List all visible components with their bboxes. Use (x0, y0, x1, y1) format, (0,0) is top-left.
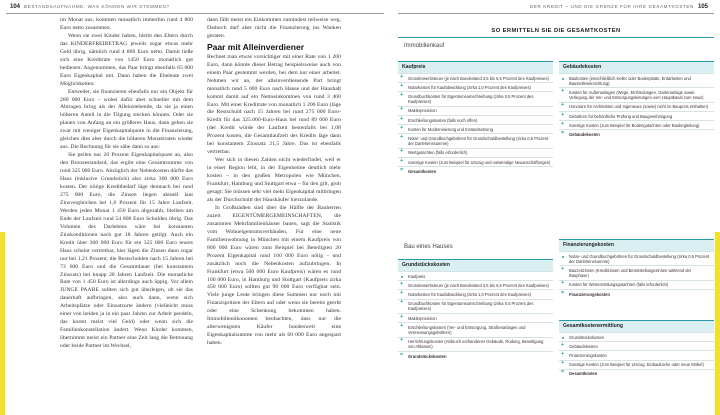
cost-item-row: + Notar- und Grundbuchgebühren für Grundschuldbestellung (zirka 0,5 Prozent der Darlehenssumme) (398, 133, 553, 147)
infobox-title: SO ERMITTELN SIE DIE GESAMTKOSTEN (398, 25, 714, 38)
paragraph: Sie peilen nur 20 Prozent Eigenkapitalquote an, also den Bronzestandard, das ergibt eine Gesamtsumme von rund 325 000 Euro. Abzüglich der Nebenkosten dürfte das Haus (inklusive Grundstück) also zirka 300 000 Euro kosten. Der nötige Kreditbedarf läge demnach bei rund 275 000 Euro, die Zinsen liegen aktuell laut Zinsvergleichen bei 1,6 Prozent für 15 Jahre Laufzeit. Werden jeden Monat 1 450 Euro abgezahlt, bleiben am Ende der Laufzeit rund 54 800 Euro Schulden übrig. Das Volumen des Darlehens wäre bei konstanten Zinskonditionen nach gut 18 Jahren getilgt. Auch ein Kredit über 300 000 Euro für ein 325 000 Euro teures Haus scheint vertretbar, hier lägen die Zinsen dann sogar nur bei 1,21 Prozent, die Restschulden nach 15 Jahren bei 73 600 Euro und die Gesamtdauer (bei konstantem Zinssatz) bei knapp 20 Jahren Laufzeit. Die monatliche Rate von 1 450 Euro ist allerdings auch üppig. Vor allem JUNGE PAARE sollten sich gut überlegen, ob sie das dauerhaft aufbringen, also auch dann, wenn sich Arbeitsplätze oder Einsatzorte ändern (vielleicht muss einer von beiden ja in ein paar Jahren zur Arbeit pendeln, das kostet meist viel Geld) oder wenn sich die Familienkonstellation ändert. Wenn Kinder kommen, übernimmt meist ein Partner eine Zeit lang die Betreuung oder beide Partner im Wechsel, (60, 152, 193, 350)
cost-item-row: + Herrichtungskosten (Abbruch vorhandener Gebäude, Rodung, Beseitigung von Altlasten) (398, 337, 553, 351)
left-page-number: 104 (10, 4, 21, 10)
cost-item-row: + Gebäudekosten (559, 341, 714, 350)
cost-item-row: + Grundbuchkosten für Eigentumsumschreibung (zirka 0,5 Prozent des Kaufpreises) (398, 299, 553, 313)
section-gesamt (559, 320, 714, 378)
cost-item-row: + Grunderwerbsteuer (je nach Bundesland 3,5 bis 6,5 Prozent des Kaufpreises) (398, 73, 553, 82)
right-running-header (530, 4, 712, 10)
cost-item-row: + Kosten für Modernisierung und Instandsetzung (398, 124, 553, 133)
text-column-2 (207, 17, 341, 415)
cost-item-row: = Grundstückskosten (398, 351, 553, 360)
paragraph: Rechnet man etwas vorsichtiger mit einer Rate von 1 200 Euro, dann könnte dieser Betrag beispielsweise auch von einem Paar gestemmt werden, bei dem nur einer arbeitet. Nehmen wir an, der alleinverdienende Part bringt monatlich rund 5 000 Euro nach Hause und der Haushalt kommt damit auf ein Nettoeinkommen von rund 3 400 Euro. Mit einer Kreditrate von monatlich 1 200 Euro (läge die Restschuld nach 15 Jahren bei rund 275 000 Euro-Kredit für das 325.000-Euro-Haus bei rund 89 600 Euro (der Kredit würde der Laufzeit bestenfalls bei 1,08 Prozent kosten, die Gesamtlaufzeit des Kredits läge dann bei konstantem Zinssatz 21,5 Jahre. Das ist ebenfalls vertretbar. (207, 53, 341, 156)
cost-item-row: + Notarkosten für Kaufabwicklung (zirka 1,0 Prozent des Kaufpreises) (398, 82, 553, 91)
margin-tab-left (0, 232, 5, 415)
cost-item-row: = Gesamtkosten (559, 369, 714, 378)
paragraph: Wer sich in diesen Zahlen nicht wiederfindet, weil er in einer Region lebt, in der Eigenheime deutlich mehr kosten – in den großen Metropolen wie München, Frankfurt, Hamburg und Stuttgart etwa – für den gilt, grob gesagt: Sie müssen sehr viel mehr Eigenkapital mitbringen als der Durchschnitt der Hauskäufer hierzulande. (207, 157, 341, 203)
section-header: Grundstückskosten (398, 259, 553, 271)
section-gebaeude (559, 61, 714, 139)
left-running-header (6, 4, 170, 10)
cost-item-row: + Kosten für Wertermittlungsgutachten (falls erforderlich) (559, 280, 714, 289)
margin-tab-right (715, 232, 720, 415)
paragraph: In Großstädten sind über die Hälfte der Bauherren zuzeit EIGENTÜMERGEMEINSCHAFTEN, die zusammen Mehrfamilienhäuser bauen, sagt die Statistik vom Wohneigentumsverbänden. Für eine neue Familienwohnung in München mit einem Kaufpreis von 800 000 Euro wären zum Beispiel bei Beteiligten 20 Prozent Eigenkapital rund 160 000 Euro nötig – und zusätzlich noch die Nebenkosten aufzubringen. In Frankfurt (etwa 500 000 Euro Kaufpreis) wären es rund 100 000 Euro, in Hamburg und Stuttgart (Kaufpreis zirka 450 000 Euro) sollten gut 90 000 Euro verfügbar sein. Viele junge Leute bringen diese Summen nur noch mit Finanzspritzen der Eltern auf oder wenn sie bereits geerbt oder eine Schenkung bekommen haben. Immobilienökonomen beobachten, dass nur die allerwenigsten Käufer bundesweit eine Eigenkapitalsumme von mehr als 60 000 Euro angespart haben. (207, 204, 341, 347)
cost-item-row: + Finanzierungskosten (559, 350, 714, 359)
paragraph: Entweder, sie finanzieren ebenfalls nur ein Objekt für 280 000 Euro – wobei dafür aber schneller mit dem Abtragen bring als der Alleinstehende, da sie ja einen höheren Anteil in die Tilgung stecken können. Oder sie planen von Anfang an ein größeres Haus, dann gehen sie zwar mit weniger Eigenkapitalquote in die Finanzierung, gleichen dies aber durch die höheren Monatsraten wieder aus. Die Rechnung für sie sähe dann so aus: (60, 88, 193, 151)
cost-item-row: = Gebäudekosten (559, 129, 714, 138)
cost-item-row: + Erschließungskosten (Ver- und Entsorgung, Straßenanlagen und Vermessungsgebühren) (398, 322, 553, 336)
cost-item-row: = Finanzierungskosten (559, 289, 714, 298)
cost-item-row: + Honorare für Architekten und Ingenieure (sowie) nicht im Baupreis enthalten) (559, 102, 714, 111)
cost-item-row: + Maklerprovision (398, 313, 553, 322)
cost-item-row: Kaufpreis (398, 271, 553, 280)
cost-overview-infobox (398, 25, 714, 415)
section-finanzierung (559, 239, 714, 298)
cost-item-row: + Wertgutachten (falls erforderlich) (398, 148, 553, 157)
cost-item-row: Grundstückskosten (559, 332, 714, 341)
cost-item-row: + Sonstige Kosten (zum Beispiel für Umzug, Einbauküche oder neue Möbel) (559, 360, 714, 369)
cost-item-row: Notar- und Grundbuchgebühren für Grundschuldbestellung (zirka 0,5 Prozent der Darlehenssumme) (559, 251, 714, 265)
cost-item-row: Baukosten (einschließlich Keller oder Bodenplatte, Erdarbeiten und Baustelleneinrichtung) (559, 73, 714, 87)
section-heading: Paar mit Alleinverdiener (207, 41, 305, 52)
section-header: Kaufpreis (398, 61, 553, 73)
paragraph: Wenn sie zwei Kinder haben, bleibt den Eltern durch das KINDERFREIBETRAG jeweils sogar etwas mehr Geld übrig, nämlich rund 4 860 Euro netto. Damit ließe sich eine Kreditrate von 1450 Euro monatlich gut bedienen. Angenommen, das Paar bringt ebenfalls 65 000 Euro Eigenkapital mit. Dann haben die Eheleute zwei Möglichkeiten: (60, 32, 193, 87)
section-grundstueck (398, 259, 553, 360)
cost-item-row: + Maklerprovision (398, 106, 553, 115)
cost-item-row: = Gesamtkosten (398, 166, 553, 175)
cost-item-row: + Notarkosten für Kaufabwicklung (zirka 1,0 Prozent des Kaufpreises) (398, 289, 553, 298)
section-header: Gesamtkostenermittlung (559, 320, 714, 332)
left-header-title: BESTANDSAUFNAHME: WAS KÖNNEN WIR STEMMEN? (24, 4, 170, 9)
section-kaufpreis (398, 61, 553, 175)
cost-item-row: + Bauzeitzinsen (Kreditzinsen und Bereitstellungszinsen während der Bauphase) (559, 265, 714, 279)
cost-item-row: + Erschließungskosten (falls noch offen) (398, 115, 553, 124)
label-bau-eines-hauses: Bau eines Hauses (404, 244, 453, 250)
paragraph: dann fällt meist ein Einkommen zumindest teilweise weg. Dadurch darf aber nicht die Finanzierung ins Wanken geraten. (207, 17, 341, 39)
cost-item-row: + Gebühren für behördliche Prüfung und Baugenehmigung (559, 111, 714, 120)
cost-item-row: + Grunderwerbsteuer (je nach Bundesland 3,5 bis 6,5 Prozent des Kaufpreises) (398, 280, 553, 289)
section-header: Finanzierungskosten (559, 239, 714, 251)
right-page-number: 105 (697, 4, 708, 10)
paragraph: im Monat aus, kommen monatlich immerhin rund 4 800 Euro netto zusammen. (60, 17, 193, 31)
left-header-rule (6, 13, 384, 14)
cost-item-row: + Sonstige Kosten (zum Beispiel für Umzug und notwendige Neuanschaffungen) (398, 157, 553, 166)
cost-item-row: + Sonstige Kosten (zum Beispiel für Bodengutachten oder Baubegleitung) (559, 120, 714, 129)
cost-item-row: + Grundbuchkosten für Eigentumsumschreibung (zirka 0,5 Prozent des Kaufpreises) (398, 91, 553, 105)
label-immobilienkauf: Immobilienkauf (404, 43, 445, 49)
right-header-rule (398, 13, 714, 14)
text-column-1 (60, 17, 193, 415)
right-header-title: DER KREDIT – UND DIE GRENZE FÜR IHRE GESAMTKOSTEN (529, 4, 694, 9)
cost-item-row: + Kosten für Außenanlagen (Wege, Einfriedungen, Gartenanlage sowie Verlegung der Ver- und Entsorgungsleitungen vom Hauptkanal zum Haus) (559, 87, 714, 101)
section-header: Gebäudekosten (559, 61, 714, 73)
